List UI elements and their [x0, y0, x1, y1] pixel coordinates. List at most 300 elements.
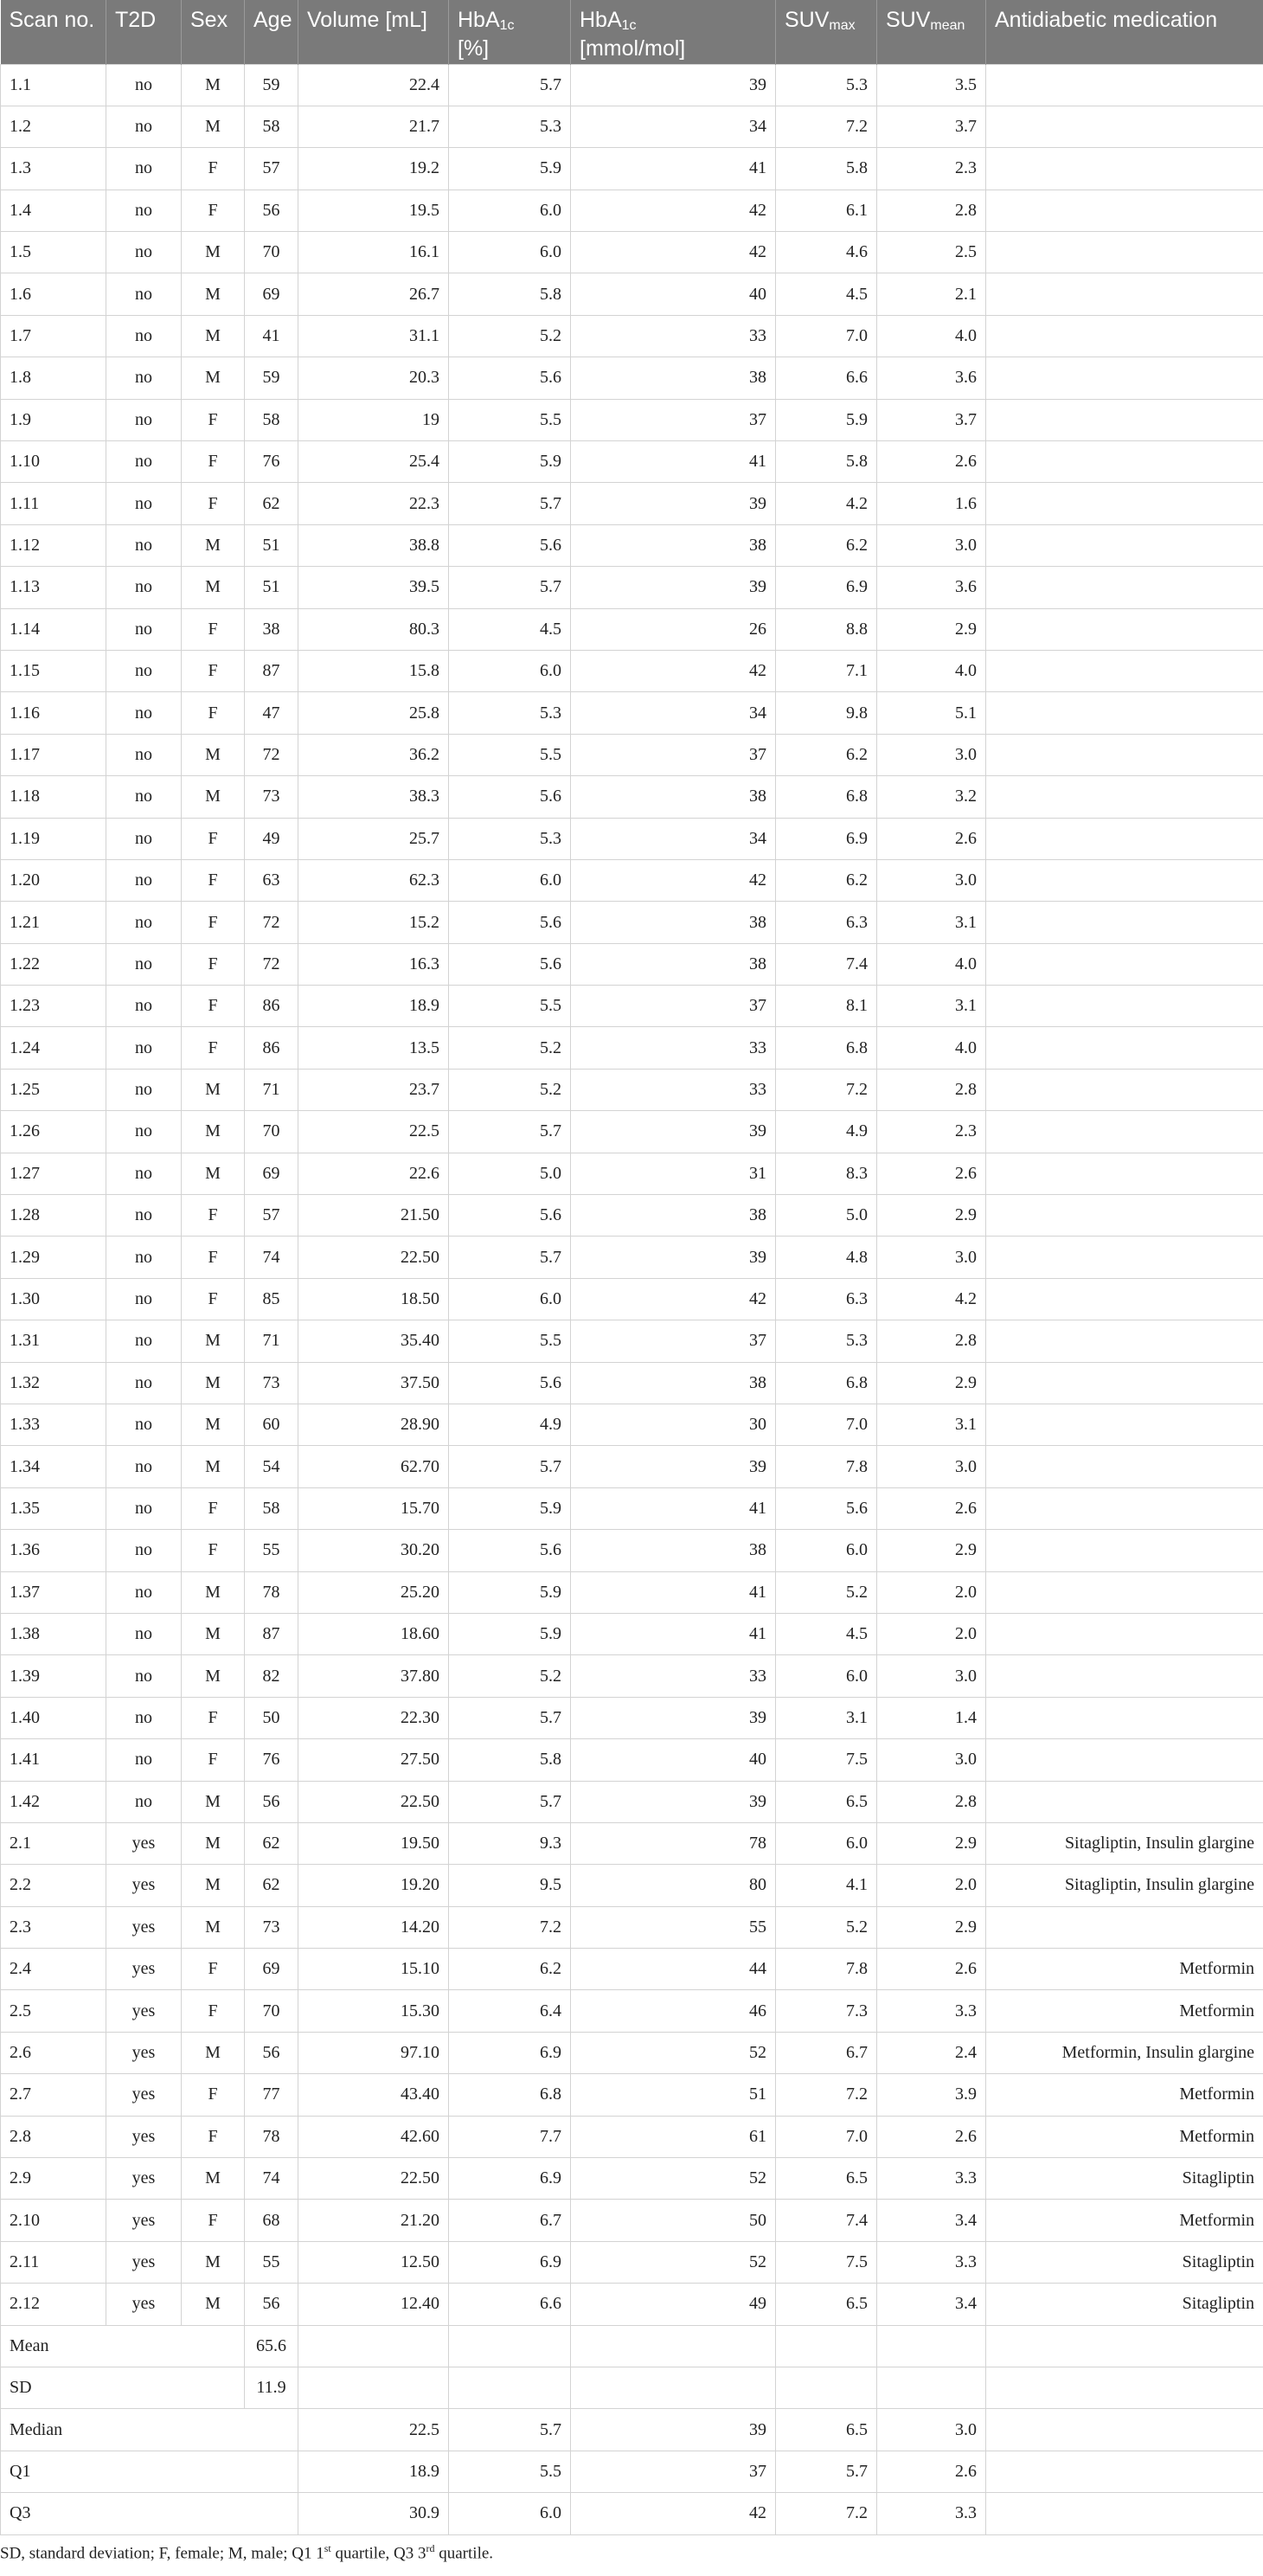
table-row [1, 1990, 1263, 2032]
hba1c-percent-cell: 5.5 [449, 734, 571, 775]
scan-no-cell: 2.6 [1, 2032, 106, 2073]
empty-cell [986, 2409, 1263, 2451]
summary-label-cell: SD [1, 2367, 245, 2408]
hba1c-mmol-cell: 44 [571, 1949, 776, 1990]
suvmax-cell: 6.0 [776, 1655, 877, 1697]
hba1c-mmol-cell: 41 [571, 1487, 776, 1529]
t2d-cell: no [106, 1571, 182, 1613]
suvmax-cell: 4.5 [776, 1613, 877, 1654]
age-cell: 85 [245, 1278, 298, 1320]
hba1c-percent-cell: 5.6 [449, 1362, 571, 1404]
suvmean-cell: 2.0 [877, 1571, 986, 1613]
table-row [1, 776, 1263, 818]
hba1c-percent-cell: 6.7 [449, 2200, 571, 2241]
volume-cell: 25.4 [298, 441, 449, 483]
medication-cell [986, 315, 1263, 357]
summary-label-cell: Mean [1, 2325, 245, 2367]
t2d-cell: no [106, 232, 182, 273]
scan-no-cell: 1.15 [1, 650, 106, 691]
sex-cell: M [182, 357, 245, 399]
hba1c-percent-cell: 7.2 [449, 1906, 571, 1948]
volume-cell: 15.8 [298, 650, 449, 691]
volume-cell: 80.3 [298, 608, 449, 650]
volume-cell: 37.80 [298, 1655, 449, 1697]
suvmean-cell: 2.1 [877, 273, 986, 315]
suvmax-cell: 8.3 [776, 1153, 877, 1194]
header-suvmean: $SUV_{mean}$ [877, 0, 986, 64]
hba1c-percent-cell: 5.7 [449, 1697, 571, 1738]
age-cell: 69 [245, 1949, 298, 1990]
suvmean-cell: 2.9 [877, 1362, 986, 1404]
table-row [1, 2241, 1263, 2283]
scan-no-cell: 1.28 [1, 1195, 106, 1237]
suvmean-cell: 2.8 [877, 1781, 986, 1822]
suvmax-cell: 6.0 [776, 1822, 877, 1864]
table-row [1, 650, 1263, 691]
table-row [1, 1320, 1263, 1362]
hba1c-percent-cell: 5.9 [449, 1571, 571, 1613]
hba1c-mmol-cell: 46 [571, 1990, 776, 2032]
sex-cell: F [182, 818, 245, 859]
suvmean-cell: 2.4 [877, 2032, 986, 2073]
sex-cell: M [182, 1906, 245, 1948]
hba1c-mmol-cell: 52 [571, 2032, 776, 2073]
sex-cell: F [182, 943, 245, 985]
suvmax-cell: 6.2 [776, 859, 877, 901]
volume-cell: 18.60 [298, 1613, 449, 1654]
medication-cell [986, 441, 1263, 483]
medication-cell: Metformin, Insulin glargine [986, 2032, 1263, 2073]
table-footnote: SD, standard deviation; F, female; M, male; Q1 1st quartile, Q3 3rd quartile. [0, 2541, 494, 2562]
medication-cell: Metformin [986, 2200, 1263, 2241]
hba1c-percent-cell: 5.5 [449, 986, 571, 1027]
scan-no-cell: 2.2 [1, 1865, 106, 1906]
hba1c-percent-cell: 5.5 [449, 2451, 571, 2492]
t2d-cell: no [106, 902, 182, 943]
scan-no-cell: 2.9 [1, 2158, 106, 2200]
hba1c-percent-cell: 6.0 [449, 190, 571, 231]
medication-cell [986, 1320, 1263, 1362]
volume-cell: 25.7 [298, 818, 449, 859]
suvmax-cell: 7.5 [776, 1739, 877, 1781]
medication-cell [986, 1195, 1263, 1237]
table-row [1, 859, 1263, 901]
empty-cell [776, 2325, 877, 2367]
sex-cell: M [182, 2241, 245, 2283]
age-cell: 76 [245, 441, 298, 483]
volume-cell: 18.9 [298, 2451, 449, 2492]
scan-no-cell: 1.24 [1, 1027, 106, 1069]
suvmax-cell: 4.5 [776, 273, 877, 315]
empty-cell [986, 2325, 1263, 2367]
empty-cell [986, 2493, 1263, 2534]
scan-no-cell: 1.1 [1, 64, 106, 106]
volume-cell: 13.5 [298, 1027, 449, 1069]
scan-no-cell: 1.11 [1, 483, 106, 524]
suvmax-cell: 5.3 [776, 1320, 877, 1362]
summary-row [1, 2367, 1263, 2408]
medication-cell [986, 692, 1263, 734]
scan-no-cell: 1.39 [1, 1655, 106, 1697]
hba1c-percent-cell: 5.9 [449, 1613, 571, 1654]
medication-cell [986, 1613, 1263, 1654]
hba1c-mmol-cell: 61 [571, 2116, 776, 2157]
volume-cell: 62.3 [298, 859, 449, 901]
table-row [1, 1530, 1263, 1571]
hba1c-mmol-cell: 39 [571, 1697, 776, 1738]
volume-cell: 36.2 [298, 734, 449, 775]
hba1c-mmol-cell: 39 [571, 1111, 776, 1153]
scan-no-cell: 2.5 [1, 1990, 106, 2032]
scan-no-cell: 2.3 [1, 1906, 106, 1948]
hba1c-mmol-cell: 42 [571, 232, 776, 273]
volume-cell: 19 [298, 399, 449, 440]
hba1c-percent-cell: 5.9 [449, 1487, 571, 1529]
volume-cell: 18.9 [298, 986, 449, 1027]
age-cell: 62 [245, 483, 298, 524]
sex-cell: M [182, 1362, 245, 1404]
age-cell: 86 [245, 986, 298, 1027]
volume-cell: 21.7 [298, 106, 449, 147]
medication-cell [986, 1530, 1263, 1571]
age-cell: 51 [245, 567, 298, 608]
t2d-cell: yes [106, 2241, 182, 2283]
suvmean-cell: 1.6 [877, 483, 986, 524]
medication-cell [986, 1906, 1263, 1948]
sex-cell: F [182, 1195, 245, 1237]
t2d-cell: no [106, 1278, 182, 1320]
volume-cell: 22.6 [298, 1153, 449, 1194]
age-cell: 71 [245, 1069, 298, 1110]
table-row [1, 2074, 1263, 2116]
scan-no-cell: 1.27 [1, 1153, 106, 1194]
hba1c-mmol-cell: 33 [571, 315, 776, 357]
sex-cell: M [182, 776, 245, 818]
t2d-cell: no [106, 106, 182, 147]
suvmax-cell: 4.2 [776, 483, 877, 524]
t2d-cell: no [106, 399, 182, 440]
hba1c-percent-cell: 5.3 [449, 692, 571, 734]
volume-cell: 18.50 [298, 1278, 449, 1320]
suvmax-cell: 5.8 [776, 148, 877, 190]
t2d-cell: no [106, 1237, 182, 1278]
sex-cell: F [182, 1027, 245, 1069]
hba1c-mmol-cell: 39 [571, 2409, 776, 2451]
volume-cell: 20.3 [298, 357, 449, 399]
hba1c-percent-cell: 5.5 [449, 399, 571, 440]
table-row [1, 106, 1263, 147]
suvmax-cell: 6.9 [776, 818, 877, 859]
header-t2d: T2D [106, 0, 182, 64]
hba1c-mmol-cell: 42 [571, 2493, 776, 2534]
table-row [1, 567, 1263, 608]
header-age: Age [245, 0, 298, 64]
t2d-cell: no [106, 1320, 182, 1362]
suvmean-cell: 2.9 [877, 608, 986, 650]
volume-cell: 39.5 [298, 567, 449, 608]
table-row [1, 608, 1263, 650]
age-cell: 60 [245, 1404, 298, 1446]
suvmax-cell: 6.5 [776, 1781, 877, 1822]
scan-no-cell: 1.41 [1, 1739, 106, 1781]
medication-cell: Sitagliptin, Insulin glargine [986, 1865, 1263, 1906]
summary-row [1, 2409, 1263, 2451]
age-cell: 41 [245, 315, 298, 357]
t2d-cell: yes [106, 1949, 182, 1990]
suvmax-cell: 7.2 [776, 106, 877, 147]
empty-cell [298, 2367, 449, 2408]
sex-cell: M [182, 106, 245, 147]
scan-no-cell: 1.8 [1, 357, 106, 399]
hba1c-mmol-cell: 38 [571, 357, 776, 399]
suvmax-cell: 8.8 [776, 608, 877, 650]
suvmean-cell: 3.0 [877, 1446, 986, 1487]
sex-cell: M [182, 567, 245, 608]
hba1c-percent-cell: 6.9 [449, 2032, 571, 2073]
age-cell: 70 [245, 232, 298, 273]
suvmax-cell: 6.2 [776, 734, 877, 775]
hba1c-percent-cell: 5.6 [449, 943, 571, 985]
hba1c-percent-cell: 7.7 [449, 2116, 571, 2157]
sex-cell: M [182, 2284, 245, 2325]
medication-cell [986, 734, 1263, 775]
hba1c-mmol-cell: 39 [571, 1781, 776, 1822]
scan-no-cell: 1.14 [1, 608, 106, 650]
sex-cell: M [182, 524, 245, 566]
hba1c-percent-cell: 5.6 [449, 1530, 571, 1571]
t2d-cell: no [106, 692, 182, 734]
scan-no-cell: 1.6 [1, 273, 106, 315]
volume-cell: 19.5 [298, 190, 449, 231]
table-row [1, 232, 1263, 273]
age-cell: 87 [245, 1613, 298, 1654]
suvmax-cell: 5.2 [776, 1571, 877, 1613]
suvmean-cell: 1.4 [877, 1697, 986, 1738]
suvmax-cell: 7.5 [776, 2241, 877, 2283]
suvmean-cell: 2.6 [877, 1153, 986, 1194]
table-row [1, 2200, 1263, 2241]
scan-no-cell: 1.26 [1, 1111, 106, 1153]
hba1c-percent-cell: 9.5 [449, 1865, 571, 1906]
suvmax-cell: 5.8 [776, 441, 877, 483]
t2d-cell: yes [106, 2158, 182, 2200]
hba1c-percent-cell: 4.9 [449, 1404, 571, 1446]
hba1c-mmol-cell: 34 [571, 818, 776, 859]
sex-cell: M [182, 1069, 245, 1110]
volume-cell: 15.70 [298, 1487, 449, 1529]
header-scan-no: Scan no. [1, 0, 106, 64]
empty-cell [986, 2367, 1263, 2408]
suvmean-cell: 5.1 [877, 692, 986, 734]
t2d-cell: no [106, 1613, 182, 1654]
scan-no-cell: 1.12 [1, 524, 106, 566]
scan-no-cell: 1.4 [1, 190, 106, 231]
sex-cell: F [182, 986, 245, 1027]
t2d-cell: no [106, 64, 182, 106]
suvmean-cell: 3.4 [877, 2284, 986, 2325]
t2d-cell: no [106, 734, 182, 775]
scan-no-cell: 2.7 [1, 2074, 106, 2116]
hba1c-percent-cell: 5.7 [449, 1446, 571, 1487]
medication-cell: Metformin [986, 2074, 1263, 2116]
age-cell: 73 [245, 1906, 298, 1948]
table-row [1, 902, 1263, 943]
t2d-cell: no [106, 943, 182, 985]
medication-cell [986, 608, 1263, 650]
age-cell: 58 [245, 399, 298, 440]
sex-cell: M [182, 232, 245, 273]
medication-cell [986, 1278, 1263, 1320]
hba1c-percent-cell: 6.0 [449, 232, 571, 273]
medication-cell [986, 1027, 1263, 1069]
hba1c-percent-cell: 6.4 [449, 1990, 571, 2032]
header-sex: Sex [182, 0, 245, 64]
suvmax-cell: 6.8 [776, 1027, 877, 1069]
suvmax-cell: 4.9 [776, 1111, 877, 1153]
medication-cell [986, 986, 1263, 1027]
age-cell: 78 [245, 2116, 298, 2157]
scan-no-cell: 2.4 [1, 1949, 106, 1990]
scan-no-cell: 1.34 [1, 1446, 106, 1487]
hba1c-mmol-cell: 42 [571, 859, 776, 901]
suvmean-cell: 3.5 [877, 64, 986, 106]
table-row [1, 1237, 1263, 1278]
age-cell: 54 [245, 1446, 298, 1487]
hba1c-mmol-cell: 39 [571, 1237, 776, 1278]
suvmean-cell: 4.0 [877, 315, 986, 357]
empty-cell [449, 2367, 571, 2408]
hba1c-mmol-cell: 34 [571, 692, 776, 734]
hba1c-mmol-cell: 38 [571, 1530, 776, 1571]
t2d-cell: no [106, 1153, 182, 1194]
hba1c-percent-cell: 5.7 [449, 64, 571, 106]
t2d-cell: no [106, 273, 182, 315]
age-cell: 62 [245, 1822, 298, 1864]
age-cell: 77 [245, 2074, 298, 2116]
sex-cell: F [182, 1237, 245, 1278]
t2d-cell: no [106, 483, 182, 524]
sex-cell: F [182, 608, 245, 650]
volume-cell: 19.50 [298, 1822, 449, 1864]
hba1c-percent-cell: 5.7 [449, 2409, 571, 2451]
medication-cell [986, 1487, 1263, 1529]
hba1c-mmol-cell: 33 [571, 1027, 776, 1069]
hba1c-percent-cell: 5.2 [449, 1655, 571, 1697]
medication-cell: Sitagliptin [986, 2241, 1263, 2283]
age-cell: 72 [245, 902, 298, 943]
scan-no-cell: 1.7 [1, 315, 106, 357]
suvmean-cell: 3.0 [877, 859, 986, 901]
scan-no-cell: 2.12 [1, 2284, 106, 2325]
medication-cell [986, 1069, 1263, 1110]
suvmax-cell: 5.9 [776, 399, 877, 440]
hba1c-percent-cell: 6.0 [449, 859, 571, 901]
suvmax-cell: 7.2 [776, 2493, 877, 2534]
volume-cell: 15.2 [298, 902, 449, 943]
scan-no-cell: 2.10 [1, 2200, 106, 2241]
age-cell: 74 [245, 2158, 298, 2200]
sex-cell: F [182, 859, 245, 901]
age-cell: 38 [245, 608, 298, 650]
hba1c-mmol-cell: 80 [571, 1865, 776, 1906]
table-row [1, 441, 1263, 483]
scan-no-cell: 1.22 [1, 943, 106, 985]
suvmean-cell: 3.6 [877, 357, 986, 399]
table-row [1, 399, 1263, 440]
t2d-cell: no [106, 1530, 182, 1571]
table-row [1, 1906, 1263, 1948]
age-cell: 73 [245, 1362, 298, 1404]
scan-no-cell: 1.42 [1, 1781, 106, 1822]
table-row [1, 1027, 1263, 1069]
medication-cell [986, 483, 1263, 524]
sex-cell: F [182, 1990, 245, 2032]
age-cell: 59 [245, 357, 298, 399]
t2d-cell: no [106, 1362, 182, 1404]
age-cell: 82 [245, 1655, 298, 1697]
scan-no-cell: 1.31 [1, 1320, 106, 1362]
sex-cell: M [182, 64, 245, 106]
t2d-cell: no [106, 357, 182, 399]
summary-row [1, 2325, 1263, 2367]
suvmax-cell: 6.1 [776, 190, 877, 231]
suvmean-cell: 2.3 [877, 148, 986, 190]
t2d-cell: no [106, 608, 182, 650]
medication-cell [986, 902, 1263, 943]
scan-no-cell: 1.25 [1, 1069, 106, 1110]
volume-cell: 21.20 [298, 2200, 449, 2241]
suvmean-cell: 2.8 [877, 1069, 986, 1110]
volume-cell: 25.20 [298, 1571, 449, 1613]
table-header [1, 0, 1263, 64]
scan-no-cell: 1.16 [1, 692, 106, 734]
header-row [1, 0, 1263, 64]
table-row [1, 1404, 1263, 1446]
sex-cell: F [182, 1530, 245, 1571]
medication-cell [986, 1739, 1263, 1781]
summary-label-cell: Q3 [1, 2493, 298, 2534]
sex-cell: M [182, 315, 245, 357]
suvmax-cell: 8.1 [776, 986, 877, 1027]
hba1c-percent-cell: 6.0 [449, 650, 571, 691]
header-hba1c-mmol: HbA$_{1c}$ [mmol/mol] [571, 0, 776, 64]
age-cell: 78 [245, 1571, 298, 1613]
table-row [1, 190, 1263, 231]
hba1c-mmol-cell: 30 [571, 1404, 776, 1446]
table-row [1, 483, 1263, 524]
sex-cell: M [182, 1404, 245, 1446]
medication-cell: Sitagliptin [986, 2158, 1263, 2200]
hba1c-percent-cell: 5.7 [449, 483, 571, 524]
sex-cell: F [182, 399, 245, 440]
sex-cell: F [182, 692, 245, 734]
table-row [1, 1739, 1263, 1781]
volume-cell: 42.60 [298, 2116, 449, 2157]
hba1c-percent-cell: 5.8 [449, 1739, 571, 1781]
suvmax-cell: 5.0 [776, 1195, 877, 1237]
medication-cell [986, 148, 1263, 190]
volume-cell: 16.3 [298, 943, 449, 985]
sex-cell: M [182, 1571, 245, 1613]
age-cell: 56 [245, 190, 298, 231]
table-row [1, 273, 1263, 315]
suvmax-cell: 6.5 [776, 2284, 877, 2325]
scan-no-cell: 1.32 [1, 1362, 106, 1404]
hba1c-mmol-cell: 39 [571, 64, 776, 106]
suvmean-cell: 2.8 [877, 190, 986, 231]
suvmax-cell: 7.8 [776, 1949, 877, 1990]
sex-cell: F [182, 1697, 245, 1738]
